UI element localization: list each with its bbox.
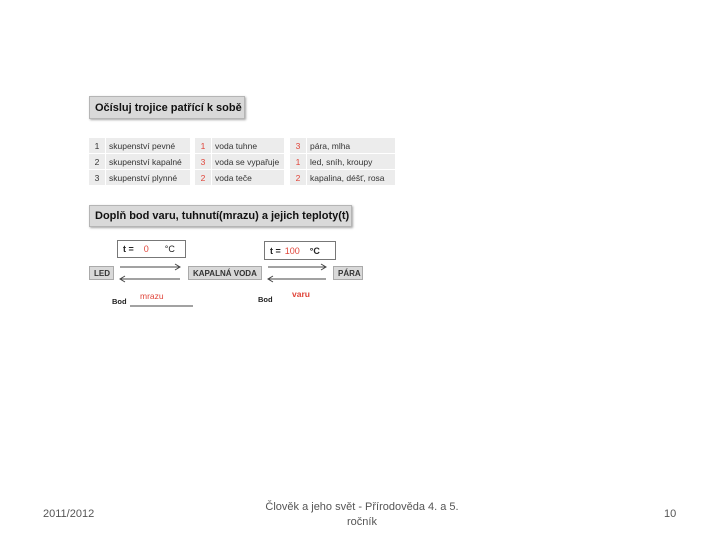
table-row-1-col3: pára, mlha bbox=[307, 138, 395, 154]
temperature-value-boiling: 100 bbox=[284, 245, 300, 256]
matching-task-title bbox=[89, 96, 245, 119]
temperature-label-1: t = bbox=[123, 244, 134, 254]
matching-task-title-text: Očísluj trojice patřící k sobě bbox=[95, 101, 242, 114]
table-row-1-num1: 1 bbox=[89, 138, 105, 154]
footer-subject-line1: Člověk a jeho svět - Přírodověda 4. a 5. bbox=[265, 501, 459, 513]
temperature-box-freezing bbox=[117, 240, 186, 258]
table-row-1-col1: skupenství pevné bbox=[106, 138, 190, 154]
table-row-1-col2: voda tuhne bbox=[212, 138, 284, 154]
boiling-task-title-text: Doplň bod varu, tuhnutí(mrazu) a jejich teploty(t) bbox=[95, 210, 350, 222]
table-row-2-num3: 1 bbox=[290, 154, 306, 170]
table-row-2-col2: voda se vypařuje bbox=[212, 154, 284, 170]
table-row-3-col2: voda teče bbox=[212, 170, 284, 186]
footer-subject bbox=[238, 500, 486, 530]
table-row-3-col1: skupenství plynné bbox=[106, 170, 190, 186]
table-row-2-col1: skupenství kapalné bbox=[106, 154, 190, 170]
temperature-label-2: t = bbox=[270, 245, 281, 256]
table-row-2-num2: 3 bbox=[195, 154, 211, 170]
point-label-2: Bod bbox=[258, 295, 273, 304]
table-row-2-col3: led, sníh, kroupy bbox=[307, 154, 395, 170]
boiling-task-title bbox=[89, 205, 352, 227]
footer-year: 2011/2012 bbox=[43, 508, 95, 520]
temperature-unit-1: °C bbox=[164, 244, 175, 254]
table-row-3-num2: 2 bbox=[195, 170, 211, 186]
table-row-2-num1: 2 bbox=[89, 154, 105, 170]
state-steam: PÁRA bbox=[333, 266, 363, 280]
point-answer-freezing: mrazu bbox=[140, 291, 164, 301]
temperature-box-boiling bbox=[264, 241, 336, 260]
table-row-3-num1: 3 bbox=[89, 170, 105, 186]
point-label-1: Bod bbox=[112, 297, 127, 306]
temperature-unit-2: °C bbox=[309, 245, 320, 256]
footer-page-number: 10 bbox=[664, 508, 677, 520]
table-row-1-num3: 3 bbox=[290, 138, 306, 154]
footer-subject-line2: ročník bbox=[347, 516, 377, 528]
temperature-value-freezing: 0 bbox=[143, 244, 149, 254]
state-ice: LED bbox=[89, 266, 114, 280]
table-row-1-num2: 1 bbox=[195, 138, 211, 154]
table-row-3-col3: kapalina, déšť, rosa bbox=[307, 170, 395, 186]
table-row-3-num3: 2 bbox=[290, 170, 306, 186]
point-answer-boiling: varu bbox=[292, 289, 310, 299]
state-liquid-water: KAPALNÁ VODA bbox=[188, 266, 262, 280]
